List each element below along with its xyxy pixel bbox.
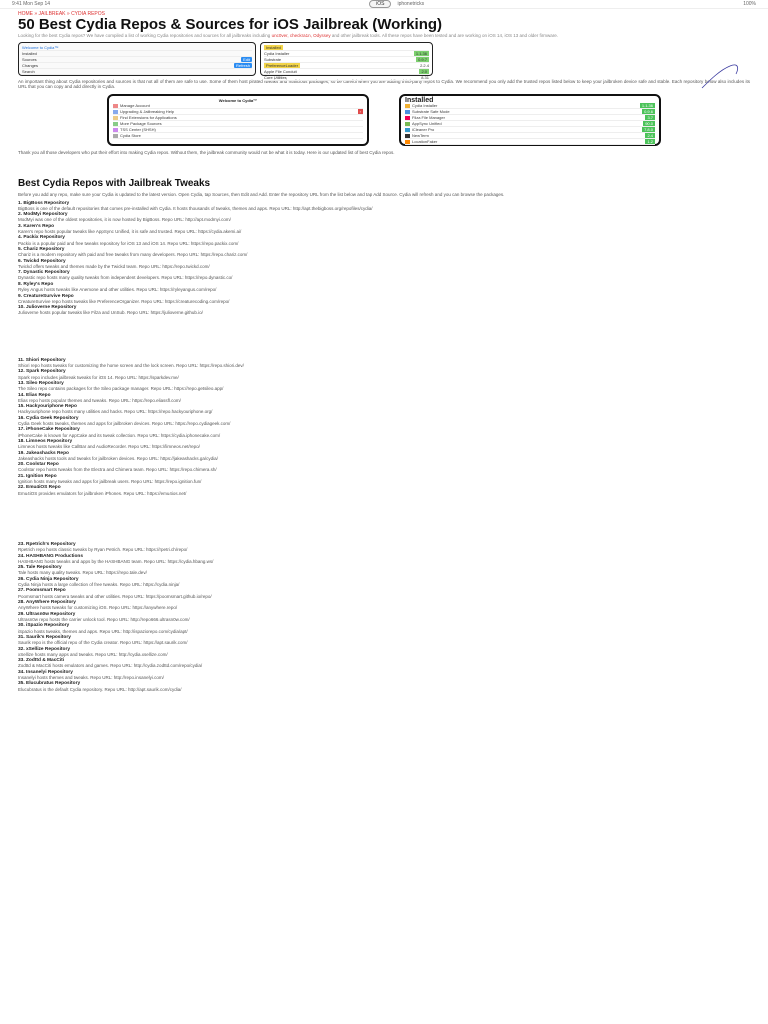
repo-title: 6. Twickd Repository	[18, 258, 66, 264]
repo-title: 9. CreatureSurvive Repo	[18, 293, 74, 299]
repo-title: 26. Cydia Ninja Repository	[18, 576, 79, 582]
repo-title: 18. Limneos Repository	[18, 438, 73, 444]
intro-text-2: and other jailbreak tools. All these repos have been tested and are working on iOS 14, iOS 13 and older firmware.	[331, 33, 558, 38]
intro-link[interactable]: unc0ver, checkra1n, Odyssey	[271, 33, 331, 38]
site-pill[interactable]: iOS	[369, 0, 391, 8]
repo-title: 19. Jakeashacks Repo	[18, 450, 69, 456]
repo-title: 11. Shiori Repository	[18, 357, 66, 363]
hero-images	[18, 42, 750, 80]
repo-title: 23. Rpetrich's Repository	[18, 542, 76, 548]
site-name: iphonetricks	[397, 1, 425, 7]
address-bar[interactable]	[369, 0, 424, 8]
repo-description: Saurik repo is the official repo of the Cydia creator. Repo URL: https://apt.saurik.com/	[18, 640, 188, 646]
decorative-swirl-icon	[700, 60, 740, 90]
repo-title: 22. Emu4iOS Repo	[18, 485, 61, 491]
repo-description: Ultrasn0w repo hosts the carrier unlock tool. Repo URL: http://repo666.ultrasn0w.com/	[18, 616, 190, 622]
section-intro: Before you add any repo, make sure your Cydia is updated to the latest version. Open Cydia, tap Sources, then Edit and Add. Enter the repository URL from the list below and tap Add Source. Cydia will refresh and you can browse the packages.	[18, 192, 505, 198]
article-intro	[18, 33, 750, 39]
status-time: 9:41 Mon Sep 14	[12, 1, 51, 7]
repo-title: 21. Ignition Repo	[18, 473, 57, 479]
intro-paragraph: An important thing about Cydia repositories and sources is that not all of them are safe to use. Some of them host pirated tweaks and malicious packages, so be careful when you are adding third-party repos to Cydia. We recommend you only add the trusted repos listed below to keep your jailbroken device safe and stable. Each repository below also includes its URL that you can copy and add directly in Cydia.	[18, 79, 750, 90]
repo-title: 28. AnyWhere Repository	[18, 600, 76, 606]
repo-title: 3. Karen's Repo	[18, 223, 55, 229]
repo-description: Chariz is a modern repository with paid and free tweaks from many developers. Repo URL: https://repo.chariz.com/	[18, 252, 248, 258]
repo-title: 4. Packix Repository	[18, 235, 65, 241]
repo-title: 31. Saurik's Repository	[18, 634, 71, 640]
repo-title: 13. Sileo Repository	[18, 380, 64, 386]
repo-description: Limneos hosts tweaks like CallBar and AudioRecorder. Repo URL: https://limneos.net/repo/	[18, 444, 200, 450]
intro-text-1: Looking for the best Cydia repos? We have compiled a list of working Cydia repositories and sources for all jailbreaks including	[18, 33, 271, 38]
repo-description: Zodttd & MacCiti hosts emulators and games. Repo URL: http://cydia.zodttd.com/repo/cydia/	[18, 663, 203, 669]
repo-title: 34. Insanelyi Repository	[18, 669, 73, 675]
repo-title: 29. Ultrasn0w Repository	[18, 611, 76, 617]
breadcrumb[interactable]: HOME » JAILBREAK » CYDIA REPOS	[18, 11, 105, 17]
repo-description: Julioverne hosts popular tweaks like Filza and UnSub. Repo URL: https://julioverne.github.io/	[18, 310, 203, 316]
repo-description: Ryley Angus hosts tweaks like Anemone and other utilities. Repo URL: https://ryleyangus.com/repo/	[18, 287, 217, 293]
screenshot-cydia-home: Welcome to Cydia™ Manage Account Upgrading & Jailbreaking Help › Find Extensions for Applications More Package Sources TSS Center (SHSH) Cydia Store	[107, 94, 369, 146]
repo-title: 10. Julioverne Repository	[18, 305, 77, 311]
repo-title: 15. Hackyouriphone Repo	[18, 404, 77, 410]
repo-description: Spark repo includes jailbreak tweaks for iOS 14. Repo URL: https://sparkdev.me/	[18, 374, 179, 380]
hero-phone-cydia: Welcome to Cydia™ Installed Sources Edit Changes Refresh Search	[18, 42, 256, 76]
repo-description: xSellize hosts many apps and tweaks. Repo URL: http://cydia.xsellize.com/	[18, 651, 168, 657]
repo-title: 35. Elucubratus Repository	[18, 681, 81, 687]
repo-description: Emu4iOS provides emulators for jailbroken iPhones. Repo URL: https://emu4ios.net/	[18, 490, 187, 496]
repo-description: AnyWhere hosts tweaks for customizing iOS. Repo URL: https://anywhere.repo/	[18, 605, 178, 611]
repo-title: 25. Tale Repository	[18, 565, 62, 571]
repo-description: The Sileo repo contains packages for the Sileo package manager. Repo URL: https://repo.getsileo.app/	[18, 386, 224, 392]
repo-title: 1. BigBoss Repository	[18, 200, 70, 206]
repo-description: Coolstar repo hosts tweaks from the Electra and Chimera team. Repo URL: https://repo.chimera.sh/	[18, 467, 217, 473]
repo-description: Hackyouriphone repo hosts many utilities and hacks. Repo URL: https://repo.hackyouriphone.org/	[18, 409, 213, 415]
repo-description: Packix is a popular paid and free tweaks repository for iOS 13 and iOS 14. Repo URL: https://repo.packix.com/	[18, 240, 239, 246]
section-heading: Best Cydia Repos with Jailbreak Tweaks	[18, 178, 211, 190]
repo-title: 16. Cydia Geek Repository	[18, 415, 79, 421]
repo-description: HASHBANG hosts tweaks and apps by the HASHBANG team. Repo URL: https://cydia.hbang.ws/	[18, 558, 214, 564]
repo-title: 5. Chariz Repository	[18, 247, 65, 253]
screenshot-installed: Installed Cydia Installer 1.1.36 Substrate Safe Mode 0.9.6 Filza File Manager 3.7 AppSync Unified 90.0 iCleaner Pro 7.8.0 NewTerm 2.4 LocationFaker 1.2	[399, 94, 661, 146]
repo-description: Insanelyi hosts themes and tweaks. Repo URL: http://repo.insanelyi.com/	[18, 674, 164, 680]
repo-description: iSpazio hosts tweaks, themes and apps. Repo URL: http://ispaziorepo.com/cydia/apt/	[18, 628, 188, 634]
repo-description: Dynastic repo hosts many quality tweaks from independent developers. Repo URL: https://repo.dynastic.co/	[18, 275, 233, 281]
repo-description: Cydia Geek hosts tweaks, themes and apps for jailbroken devices. Repo URL: https://repo.cydiageek.com/	[18, 420, 231, 426]
repo-title: 24. HASHBANG Productions	[18, 553, 84, 559]
repo-description: Karen's repo hosts popular tweaks like AppSync Unified, it is safe and trusted. Repo URL: https://cydia.akemi.ai/	[18, 229, 242, 235]
repo-description: Cydia Ninja hosts a large collection of free tweaks. Repo URL: https://cydia.ninja/	[18, 582, 180, 588]
status-bar	[0, 0, 768, 9]
repo-description: BigBoss is one of the default repositories that comes pre-installed with Cydia. It hosts thousands of tweaks, themes and apps. Repo URL: http://apt.thebigboss.org/repofiles/cydia/	[18, 205, 373, 211]
repo-description: ModMyi was one of the oldest repositories, it is now hosted by BigBoss. Repo URL: http://apt.modmyi.com/	[18, 217, 231, 223]
repo-title: 2. ModMyi Repository	[18, 212, 68, 218]
repo-title: 20. Coolstar Repo	[18, 462, 59, 468]
battery-indicator: 100%	[743, 1, 756, 7]
repo-description: iPhoneCake is known for AppCake and its tweak collection. Repo URL: https://cydia.iphonecake.com/	[18, 432, 221, 438]
repo-title: 33. Zodttd & MacCiti	[18, 658, 65, 664]
repo-description: Elucubratus is the default Cydia repository. Repo URL: http://apt.saurik.com/cydia/	[18, 686, 182, 692]
outro-paragraph: Thank you all those developers who put their effort into making Cydia repos. Without them, the jailbreak community would not be what it is today. Here is our updated list of best Cydia repos.	[18, 149, 395, 155]
repo-title: 17. iPhoneCake Repository	[18, 427, 80, 433]
repo-list-1	[18, 201, 750, 316]
repo-title: 14. Elias Repo	[18, 392, 51, 398]
article-page	[0, 11, 768, 692]
repo-title: 32. xSellize Repository	[18, 646, 70, 652]
repo-description: Elias repo hosts popular themes and tweaks. Repo URL: https://repo.eliassfl.com/	[18, 397, 181, 403]
repo-title: 12. Spark Repository	[18, 369, 66, 375]
repo-description: Ignition hosts many tweaks and apps for jailbreak users. Repo URL: https://repo.ignition.fun/	[18, 479, 202, 485]
page-title: 50 Best Cydia Repos & Sources for iOS Jailbreak (Working)	[18, 16, 443, 33]
repo-list-2	[18, 358, 750, 496]
repo-description: Shiori repo hosts tweaks for customizing the home screen and the lock screen. Repo URL: https://repo.shiori.dev/	[18, 362, 244, 368]
repo-title: 7. Dynastic Repository	[18, 270, 70, 276]
hero-phone-installed: Installed Cydia Installer 1.1.36 Substrate 0.9.7 PreferenceLoader 2.2.4 Apple File Conduit 2.0 Core Utilities 8.31	[260, 42, 433, 76]
repo-description: Jakeashacks hosts tools and tweaks for jailbroken devices. Repo URL: https://jakeashacks.ga/cydia/	[18, 455, 218, 461]
repo-description: Poomsmart hosts camera tweaks and other utilities. Repo URL: https://poomsmart.github.io/repo/	[18, 593, 212, 599]
repo-description: Twickd offers tweaks and themes made by the Twickd team. Repo URL: https://repo.twickd.com/	[18, 263, 210, 269]
repo-description: Rpetrich repo hosts classic tweaks by Ryan Petrich. Repo URL: https://rpetri.ch/repo/	[18, 547, 188, 553]
screenshots-row	[18, 94, 750, 146]
repo-description: CreatureSurvive repo hosts tweaks like PreferenceOrganizer. Repo URL: https://creaturecoding.com/repo/	[18, 298, 230, 304]
repo-title: 30. iSpazio Repository	[18, 623, 70, 629]
repo-description: Tale hosts many quality tweaks. Repo URL: https://repo.tale.dev/	[18, 570, 147, 576]
repo-title: 8. Ryley's Repo	[18, 281, 54, 287]
repo-list-3	[18, 542, 750, 692]
repo-title: 27. Poomsmart Repo	[18, 588, 66, 594]
